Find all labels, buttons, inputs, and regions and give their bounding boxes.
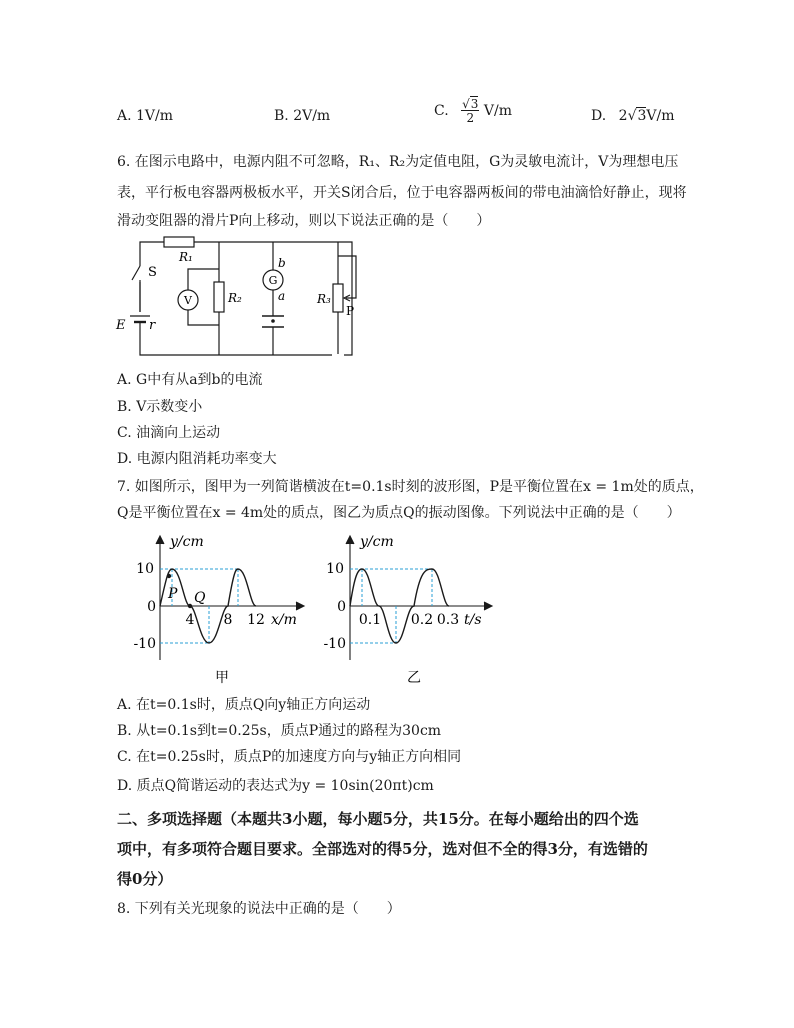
right-ytick-0: 0: [337, 599, 346, 615]
q5-option-c-num: 3: [470, 97, 479, 111]
q6-line-2: 表，平行板电容器两极板水平，开关S闭合后，位于电容器两板间的带电油滴恰好静止，现将: [117, 185, 687, 201]
q7-option-a: A. 在t=0.1s时，质点Q向y轴正方向运动: [117, 697, 371, 713]
q5-option-d-coef: 2: [618, 108, 628, 124]
wave-graph-right: [310, 530, 500, 690]
right-xtick-0.1: 0.1: [358, 612, 382, 628]
q7-option-c: C. 在t=0.25s时，质点P的加速度方向与y轴正方向相同: [117, 749, 462, 765]
left-label-p: P: [168, 586, 178, 602]
left-xtick-12: 12: [247, 612, 265, 628]
q6-option-a: A. G中有从a到b的电流: [117, 372, 263, 388]
point-q-marker: [188, 604, 192, 608]
q5-option-c-fraction: $\frac{√3}{2}$: [462, 97, 479, 125]
point-p-marker: [167, 574, 171, 578]
left-xtick-8: 8: [223, 612, 233, 628]
q6-circuit-diagram: [112, 232, 382, 362]
q5-option-d-prefix: D.: [591, 108, 607, 124]
right-ytick-neg10: -10: [323, 636, 346, 652]
q5-option-b: B. 2V/m: [274, 108, 331, 124]
q5-option-c-prefix: C.: [434, 103, 449, 119]
q6-option-b: B. V示数变小: [117, 399, 203, 415]
left-ytick-10: 10: [136, 561, 154, 577]
q6-line-1: 6. 在图示电路中，电源内阻不可忽略，R₁、R₂为定值电阻，G为灵敏电流计，V为理想电压: [117, 154, 679, 170]
left-ytick-neg10: -10: [133, 636, 156, 652]
q5-option-c-den: 2: [466, 111, 475, 125]
left-ylabel: y/cm: [170, 534, 204, 550]
left-xtick-4: 4: [185, 612, 195, 628]
left-xlabel: x/m: [271, 612, 297, 628]
left-label-q: Q: [194, 590, 206, 606]
right-xtick-0.2: 0.2: [410, 612, 434, 628]
right-caption: 乙: [407, 670, 421, 686]
right-ylabel: y/cm: [360, 534, 394, 550]
q5-option-d-root: 3: [637, 108, 647, 124]
circuit-label-b: b: [278, 256, 286, 270]
circuit-label-slider: P: [346, 304, 355, 318]
voltmeter-icon: V: [184, 294, 192, 307]
circuit-label-emf: E: [116, 318, 126, 333]
right-ytick-10: 10: [326, 561, 344, 577]
wave-graph-left: [130, 530, 310, 690]
section2-line-2: 项中，有多项符合题目要求。全部选对的得5分，选对但不全的得3分，有选错的: [117, 840, 648, 858]
circuit-label-a: a: [278, 289, 286, 303]
q5-option-c: [434, 98, 512, 124]
q5-option-d-unit: V/m: [646, 108, 675, 124]
q7-line-1: 7. 如图所示，图甲为一列简谐横波在t=0.1s时刻的波形图，P是平衡位置在x = 1m处的质点，: [117, 479, 704, 495]
q8-line-1: 8. 下列有关光现象的说法中正确的是（ ）: [117, 901, 401, 917]
q7-line-2: Q是平衡位置在x = 4m处的质点，图乙为质点Q的振动图像。下列说法中正确的是（ ）: [117, 505, 681, 521]
galvanometer-icon: G: [268, 274, 278, 287]
circuit-label-r2: R₂: [228, 291, 242, 305]
right-xlabel: t/s: [464, 612, 482, 628]
circuit-label-r3: R₃: [317, 292, 331, 306]
circuit-label-r1: R₁: [179, 250, 193, 264]
q6-line-3: 滑动变阻器的滑片P向上移动，则以下说法正确的是（ ）: [117, 213, 491, 229]
oil-drop-icon: [271, 319, 275, 323]
section2-line-1: 二、多项选择题（本题共3小题，每小题5分，共15分。在每小题给出的四个选: [117, 810, 639, 828]
q7-option-b: B. 从t=0.1s到t=0.25s，质点P通过的路程为30cm: [117, 723, 442, 739]
q7-option-d: D. 质点Q简谐运动的表达式为y = 10sin(20πt)cm: [117, 778, 434, 794]
circuit-label-internal: r: [149, 318, 156, 333]
q6-option-d: D. 电源内阻消耗功率变大: [117, 451, 277, 467]
q5-option-a: A. 1V/m: [117, 108, 174, 124]
right-xtick-0.3: 0.3: [436, 612, 460, 628]
q6-option-c: C. 油滴向上运动: [117, 425, 221, 441]
q5-option-d: D. 2√3V/m: [591, 108, 675, 124]
left-ytick-0: 0: [147, 599, 156, 615]
circuit-label-switch: S: [148, 265, 157, 280]
section2-line-3: 得0分）: [117, 870, 173, 888]
left-caption: 甲: [215, 670, 229, 686]
q5-option-c-unit: V/m: [483, 103, 512, 119]
